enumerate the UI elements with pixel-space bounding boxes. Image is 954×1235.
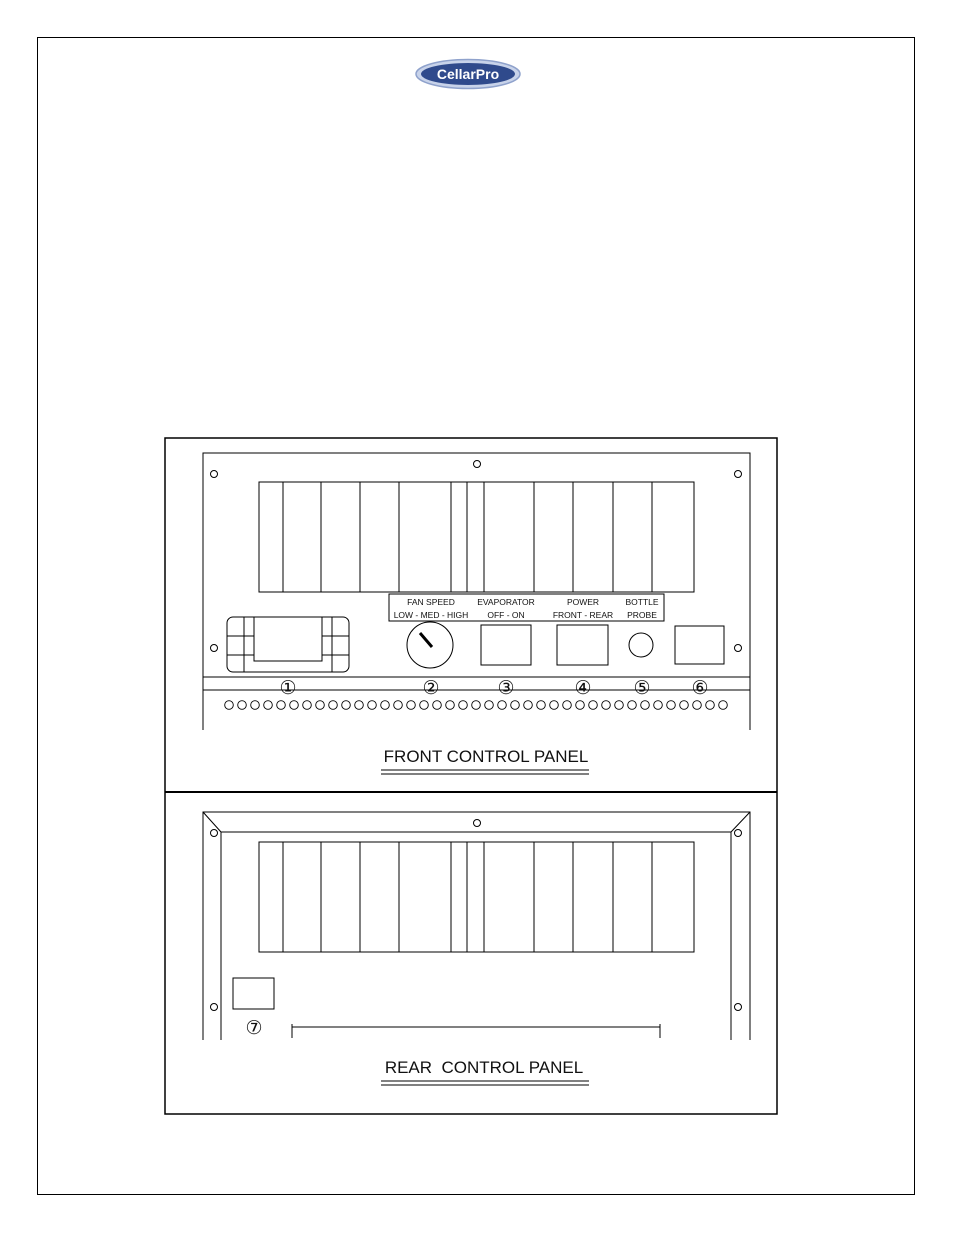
label-power: POWER [566,597,600,607]
callout-2: ② [422,678,440,699]
callout-7: ⑦ [245,1018,263,1039]
fan-speed-knob [407,622,453,668]
rear-panel-title: REAR CONTROL PANEL [384,1058,584,1077]
label-fan-speed-range: LOW - MED - HIGH [393,610,469,620]
power-switch [557,625,608,665]
callout-6: ⑥ [691,678,709,699]
callout-5: ⑤ [633,678,651,699]
logo-text: CellarPro [436,66,500,82]
label-evaporator: EVAPORATOR [477,597,535,607]
callout-1: ① [279,678,297,699]
screw-hole [735,645,742,652]
label-evaporator-range: OFF - ON [487,610,525,620]
rear-panel-plate [203,812,750,1040]
label-fan-speed: FAN SPEED [407,597,455,607]
screw-hole [474,461,481,468]
screw-hole [474,820,481,827]
screw-hole [211,645,218,652]
dimension-bracket [292,1024,660,1038]
front-outlet [675,626,724,664]
screw-hole [211,1004,218,1011]
label-probe: PROBE [627,610,657,620]
screw-hole [211,471,218,478]
evaporator-switch [481,625,531,665]
vent-slots-front [259,482,694,592]
label-power-range: FRONT - REAR [552,610,614,620]
front-callouts [279,678,708,699]
bottle-probe-port [629,633,653,657]
vent-holes-row [225,701,728,710]
front-panel-title: FRONT CONTROL PANEL [383,747,589,766]
screw-hole [735,471,742,478]
screw-hole [735,1004,742,1011]
outer-box [165,438,777,1114]
screw-hole [735,830,742,837]
label-bottle: BOTTLE [625,597,659,607]
callout-3: ③ [497,678,515,699]
callout-4: ④ [574,678,592,699]
rear-outlet [233,978,274,1009]
controller-display [227,617,349,672]
front-panel-labels [394,597,659,620]
vent-slots-rear [259,842,694,952]
screw-hole [211,830,218,837]
